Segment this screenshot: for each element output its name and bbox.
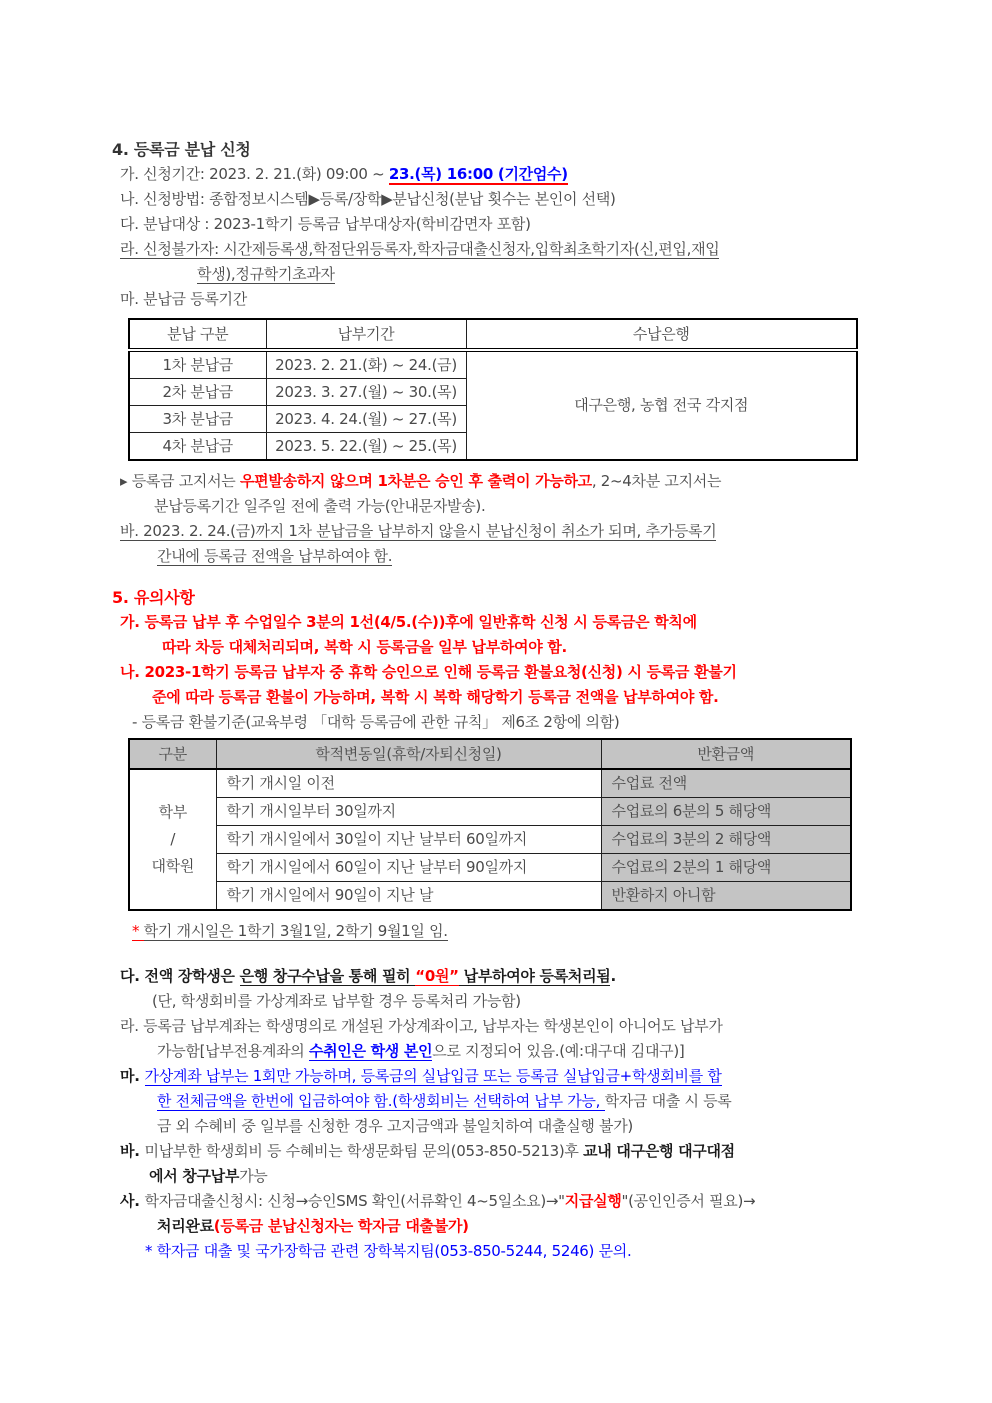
text-segment: 바. 2023. 2. 24.(금)까지 1차 분납금을 납부하지 않을시 분납신청이 취소가 되며, 추가등록기 <box>120 522 717 540</box>
text-segment: 등록금 고지서는 <box>131 472 240 490</box>
text-line <box>120 494 906 519</box>
text-segment: 사. <box>120 1192 145 1210</box>
payment-period: 2023. 5. 22.(월) ~ 25.(목) <box>266 433 466 461</box>
change-date: 학기 개시일에서 30일이 지난 날부터 60일까지 <box>216 826 601 854</box>
cancellation-note <box>120 519 906 569</box>
text-segment: 다. 분납대상 : 2023-1학기 등록금 납부대상자(학비감면자 포함) <box>120 215 531 233</box>
semester-start-note <box>120 919 906 944</box>
table-row <box>129 350 857 379</box>
text-segment: 라. 신청불가자: 시간제등록생,학점단위등록자,학자금대출신청자,입학최초학기자(신,편입,재입 <box>120 240 720 258</box>
text-segment: 라. 등록금 납부계좌는 학생명의로 개설된 가상계좌이고, 납부자는 학생본인이 아니어도 납부가 <box>120 1017 723 1035</box>
text-segment: 가. 신청기간: 2023. 2. 21.(화) 09:00 ~ <box>120 165 389 183</box>
group-line: / <box>170 830 176 848</box>
text-line <box>120 685 906 710</box>
text-segment: "(공인인증서 필요)→ <box>621 1192 756 1210</box>
text-segment: 바. <box>120 1142 145 1160</box>
text-line <box>120 1164 906 1189</box>
text-line <box>120 989 906 1014</box>
text-segment: 은행 창구수납을 통해 필히 <box>239 967 416 985</box>
header-change-date: 학적변동일(휴학/자퇴신청일) <box>216 739 601 769</box>
text-segment: 한 전체금액을 한번에 입금하여야 함.(학생회비는 선택하여 납부 가능, <box>157 1092 605 1110</box>
table-row <box>129 854 851 882</box>
group-line: 학부 <box>158 803 187 821</box>
text-line <box>120 1139 906 1164</box>
text-segment: 준에 따라 등록금 환불이 가능하며, 복학 시 복학 해당학기 등록금 전액을 납부하여야 함. <box>152 688 719 706</box>
text-segment: 납부하여야 등록처리됨 <box>458 967 611 985</box>
text-line <box>120 710 906 735</box>
text-line <box>120 287 906 312</box>
text-segment: (등록금 분납신청자는 학자금 대출불가) <box>213 1217 469 1235</box>
text-segment: 에서 창구납부 <box>149 1167 240 1185</box>
text-segment: 미납부한 학생회비 등 수혜비는 학생문화팀 문의(053-850-5213)후 <box>144 1142 584 1160</box>
table-row <box>129 769 851 798</box>
text-segment: 가상계좌 납부는 1회만 가능하며, 등록금의 실납입금 또는 등록금 실납입금+학생회비를 합 <box>144 1067 722 1085</box>
text-segment: 지급실행 <box>564 1192 622 1210</box>
header-receiving-bank: 수납은행 <box>466 319 857 350</box>
receiving-bank-cell: 대구은행, 농협 전국 각지점 <box>466 350 857 460</box>
change-date: 학기 개시일부터 30일까지 <box>216 798 601 826</box>
text-segment: 수취인은 학생 본인 <box>308 1042 433 1060</box>
table-header-row <box>129 319 857 350</box>
text-segment: 분납등록기간 일주일 전에 출력 가능(안내문자발송). <box>154 497 486 515</box>
table-row <box>129 882 851 911</box>
text-line <box>120 610 906 635</box>
deadline-emphasis: 23.(목) 16:00 (기간엄수) <box>388 165 568 183</box>
text-line <box>120 964 906 989</box>
refund-amount: 수업료의 2분의 1 해당액 <box>601 854 851 882</box>
text-line <box>120 544 906 569</box>
change-date: 학기 개시일에서 60일이 지난 날부터 90일까지 <box>216 854 601 882</box>
text-line <box>120 1014 906 1039</box>
text-line <box>120 187 906 212</box>
text-segment: * 학자금 대출 및 국가장학금 관련 장학복지팀(053-850-5244, 5246) 문의. <box>145 1242 632 1260</box>
text-segment: . <box>610 967 616 985</box>
payment-notes <box>120 964 906 1264</box>
text-segment: 간내에 등록금 전액을 납부하여야 함. <box>157 547 393 565</box>
text-segment: 가. 등록금 납부 후 수업일수 3분의 1선(4/5.(수))후에 일반휴학 신청 시 등록금은 학칙에 <box>120 613 697 631</box>
spacer <box>112 944 906 964</box>
star-mark: * <box>132 922 144 940</box>
text-segment: 마. 분납금 등록기간 <box>120 290 247 308</box>
text-segment: 나. 신청방법: 종합정보시스템▶등록/장학▶분납신청(분납 횟수는 본인이 선택) <box>120 190 616 208</box>
group-line: 대학원 <box>151 857 195 875</box>
header-installment-division: 분납 구분 <box>129 319 266 350</box>
text-line <box>120 1239 906 1264</box>
text-line <box>120 635 906 660</box>
payment-period: 2023. 3. 27.(월) ~ 30.(목) <box>266 379 466 406</box>
installment-division: 2차 분납금 <box>129 379 266 406</box>
text-segment: 학생),정규학기초과자 <box>197 265 335 283</box>
text-segment: 나. 2023-1학기 등록금 납부자 중 휴학 승인으로 인해 등록금 환불요청(신청) 시 등록금 환불기 <box>120 663 737 681</box>
spacer <box>112 569 906 585</box>
text-segment: 따라 차등 대체처리되며, 복학 시 등록금을 일부 납부하여야 함. <box>162 638 567 656</box>
text-line <box>120 469 906 494</box>
section-4-heading: 4. 등록금 분납 신청 <box>112 140 251 159</box>
text-segment: 학기 개시일은 1학기 3월1일, 2학기 9월1일 임. <box>143 922 448 940</box>
text-line <box>120 660 906 685</box>
change-date: 학기 개시일 이전 <box>216 769 601 798</box>
text-line <box>132 919 906 944</box>
zero-won-emphasis: “0원” <box>415 967 459 985</box>
section-4-items <box>120 162 906 312</box>
bill-print-note <box>120 469 906 519</box>
text-segment: 처리완료 <box>157 1217 214 1235</box>
refund-standard-table <box>128 738 852 911</box>
text-segment: (단, 학생회비를 가상계좌로 납부할 경우 등록처리 가능함) <box>152 992 521 1010</box>
text-segment: 학자금대출신청시: 신청→승인SMS 확인(서류확인 4~5일소요)→" <box>144 1192 565 1210</box>
text-segment: 교내 대구은행 대구대점 <box>583 1142 735 1160</box>
text-line <box>120 1039 906 1064</box>
text-segment: - 등록금 환불기준(교육부령 「대학 등록금에 관한 규칙」 제6조 2항에 의함) <box>132 713 620 731</box>
table-header-row <box>129 739 851 769</box>
change-date: 학기 개시일에서 90일이 지난 날 <box>216 882 601 911</box>
text-line <box>120 162 906 187</box>
table-row <box>129 798 851 826</box>
refund-amount: 수업료의 3분의 2 해당액 <box>601 826 851 854</box>
installment-schedule-table <box>128 318 858 461</box>
bullet-triangle: ▸ <box>120 472 132 490</box>
text-segment: 우편발송하지 않으며 1차분은 승인 후 출력이 가능하고 <box>239 472 592 490</box>
text-segment: 가능 <box>239 1167 268 1185</box>
text-line <box>120 1064 906 1089</box>
header-division: 구분 <box>129 739 216 769</box>
text-segment: 금 외 수혜비 중 일부를 신청한 경우 고지금액과 불일치하여 대출실행 불가) <box>157 1117 633 1135</box>
table-row <box>129 826 851 854</box>
text-segment: 학자금 대출 시 등록 <box>604 1092 732 1110</box>
text-line <box>120 262 906 287</box>
payment-period: 2023. 2. 21.(화) ~ 24.(금) <box>266 350 466 379</box>
section-5-items <box>120 610 906 735</box>
header-refund-amount: 반환금액 <box>601 739 851 769</box>
text-line <box>120 237 906 262</box>
section-5-heading: 5. 유의사항 <box>112 588 195 607</box>
text-segment: 마. <box>120 1067 145 1085</box>
text-line <box>120 1189 906 1214</box>
text-segment: 으로 지정되어 있음.(예:대구대 김대구)] <box>432 1042 685 1060</box>
text-line <box>120 1214 906 1239</box>
header-payment-period: 납부기간 <box>266 319 466 350</box>
installment-division: 3차 분납금 <box>129 406 266 433</box>
text-line <box>120 519 906 544</box>
refund-amount: 반환하지 아니함 <box>601 882 851 911</box>
text-line <box>120 1114 906 1139</box>
text-line <box>120 1089 906 1114</box>
text-segment: 다. 전액 장학생은 <box>120 967 240 985</box>
payment-period: 2023. 4. 24.(월) ~ 27.(목) <box>266 406 466 433</box>
installment-division: 4차 분납금 <box>129 433 266 461</box>
installment-division: 1차 분납금 <box>129 350 266 379</box>
text-segment: 가능함[납부전용계좌의 <box>157 1042 309 1060</box>
student-group-cell <box>129 769 216 910</box>
text-line <box>120 212 906 237</box>
refund-amount: 수업료의 6분의 5 해당액 <box>601 798 851 826</box>
refund-amount: 수업료 전액 <box>601 769 851 798</box>
text-segment: , 2~4차분 고지서는 <box>591 472 722 490</box>
